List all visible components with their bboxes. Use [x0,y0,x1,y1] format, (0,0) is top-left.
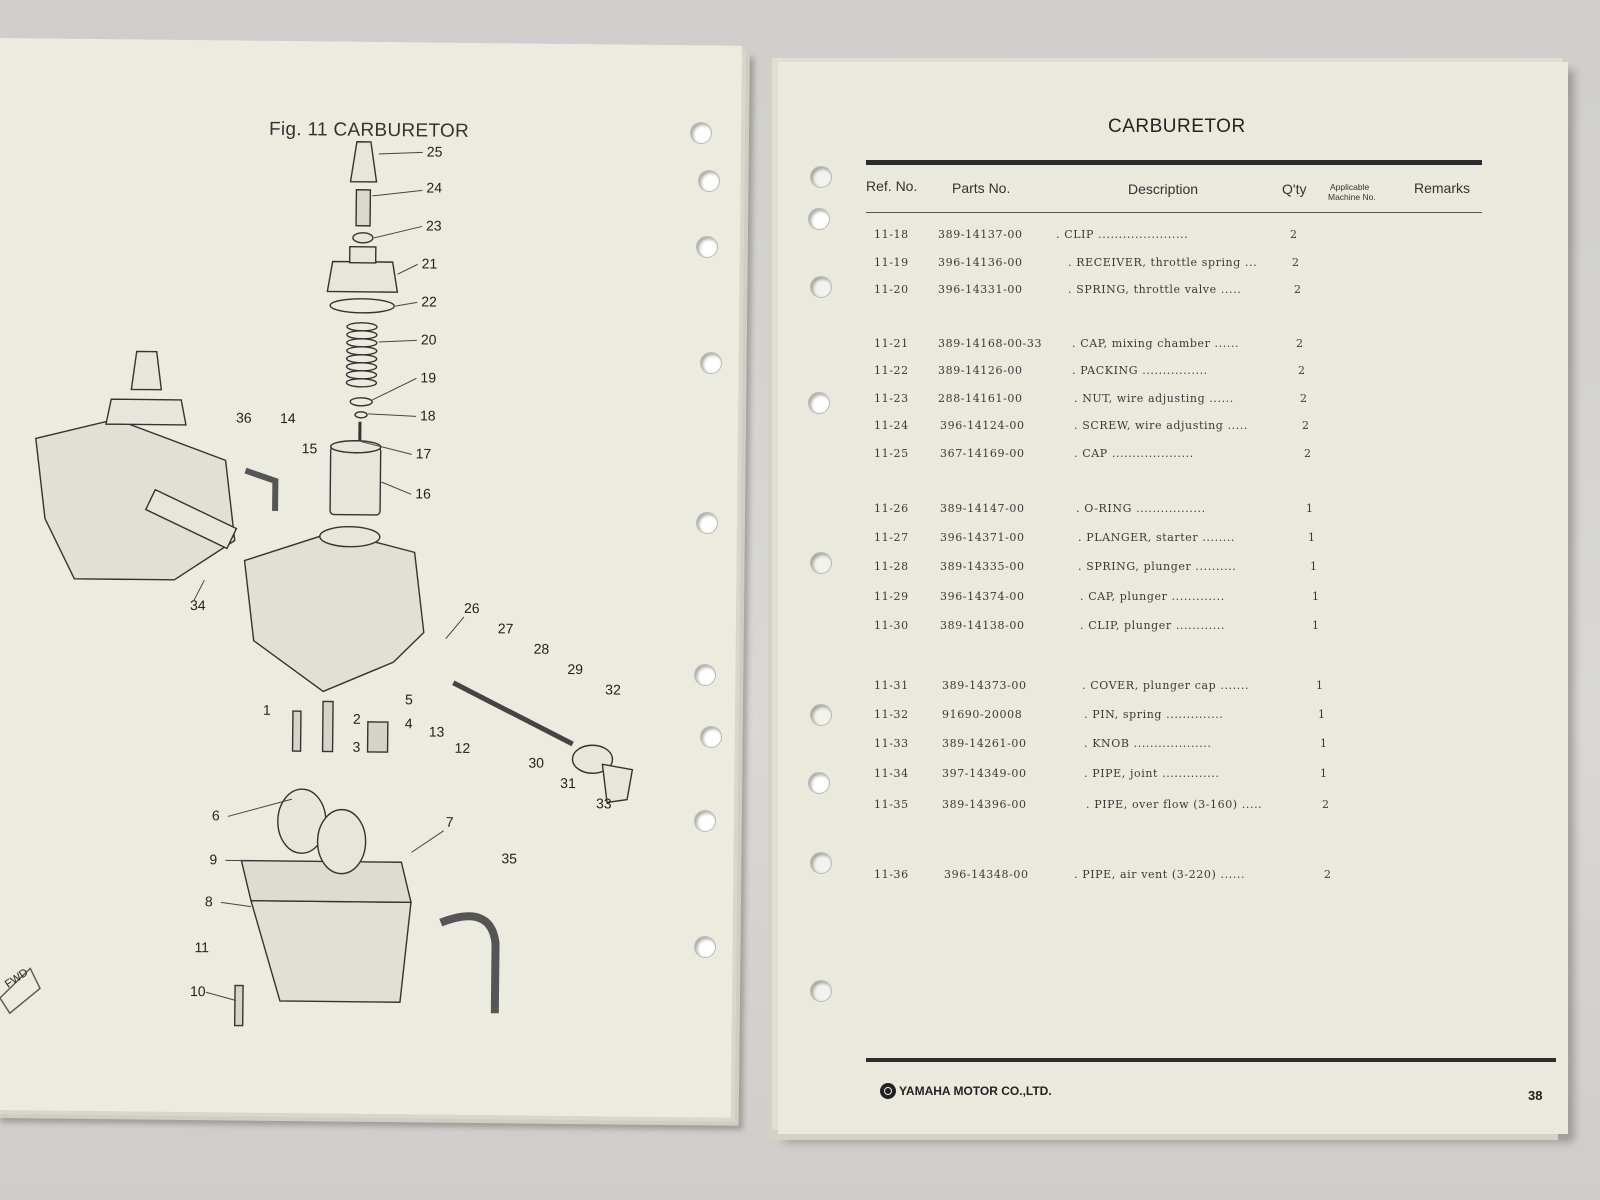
callout-29: 29 [567,660,584,678]
callout-35: 35 [501,850,518,867]
binder-hole [700,352,722,374]
callout-23: 23 [425,217,442,234]
callout-28: 28 [533,640,550,657]
callout-6: 6 [211,807,220,824]
binder-hole [694,664,716,686]
page-title: CARBURETOR [1108,116,1246,137]
float-bowl [250,901,411,1003]
callout-19: 19 [420,369,437,386]
header-remarks: Remarks [1414,180,1471,196]
callout-32: 32 [605,681,621,698]
callout-17: 17 [415,445,432,462]
callout-12: 12 [454,739,471,756]
callout-27: 27 [497,620,514,637]
binder-hole [810,166,832,188]
callout-1: 1 [262,701,271,718]
callout-31: 31 [560,774,576,792]
yamaha-emblem-icon [880,1083,896,1099]
callout-36: 36 [235,409,252,426]
binder-hole [808,772,830,794]
callout-16: 16 [415,485,431,502]
callout-34: 34 [189,597,206,614]
binder-hole [696,236,718,258]
binder-hole [690,122,712,144]
carburetor-exploded-diagram [0,38,742,1118]
binder-hole [808,208,830,230]
header-applicable-1: Applicable [1330,182,1370,192]
cap-part [351,142,377,182]
left-carb-body [34,418,236,580]
header-description: Description [1128,181,1199,197]
callout-26: 26 [463,599,480,617]
packing-part [330,298,394,313]
header-parts-no: Parts No. [952,180,1011,196]
callout-18: 18 [419,407,436,424]
callout-30: 30 [528,754,545,771]
callout-24: 24 [426,179,443,196]
footer-company-name: YAMAHA MOTOR CO.,LTD. [899,1084,1052,1098]
callout-3: 3 [352,738,361,755]
binder-hole [808,392,830,414]
header-rule-bottom [866,212,1482,213]
callout-14: 14 [279,409,296,427]
binder-hole [698,170,720,192]
figure-title: Fig. 11 CARBURETOR [268,118,470,142]
callout-2: 2 [352,710,361,727]
binder-hole [700,726,722,748]
callout-8: 8 [204,893,213,910]
binder-hole [810,552,832,574]
callout-21: 21 [421,255,438,272]
binder-hole [810,276,832,298]
binder-hole [810,852,832,874]
fwd-label: FWD [2,966,31,991]
callout-7: 7 [445,813,454,830]
adjust-screw-part [356,190,370,226]
binder-hole [810,704,832,726]
binder-hole [696,512,718,534]
header-rule-top [866,160,1482,165]
callout-25: 25 [426,143,443,160]
throttle-valve [330,446,381,515]
main-carb-body [243,531,425,693]
mixing-chamber-cap [327,261,397,292]
callout-13: 13 [428,723,445,740]
callout-4: 4 [404,715,413,732]
callout-5: 5 [405,691,413,708]
float-6b [317,809,366,873]
callout-15: 15 [301,440,318,457]
callout-22: 22 [421,293,437,310]
footer-rule [866,1058,1556,1062]
header-qty: Q'ty [1282,181,1307,197]
cap-top [350,247,376,263]
callout-20: 20 [420,331,437,348]
header-ref-no: Ref. No. [866,178,918,194]
throttle-spring [346,323,377,387]
header-applicable-2: Machine No. [1328,192,1376,202]
footer-company [880,1083,1052,1099]
binder-hole [694,936,716,958]
binder-hole [810,980,832,1002]
left-page-diagram [0,38,742,1118]
callout-33: 33 [595,795,612,812]
nut-part [353,233,373,243]
callout-10: 10 [189,983,206,1000]
binder-hole [694,810,716,832]
callout-9: 9 [209,851,218,868]
page-number: 38 [1528,1088,1543,1103]
callout-11: 11 [194,939,210,956]
